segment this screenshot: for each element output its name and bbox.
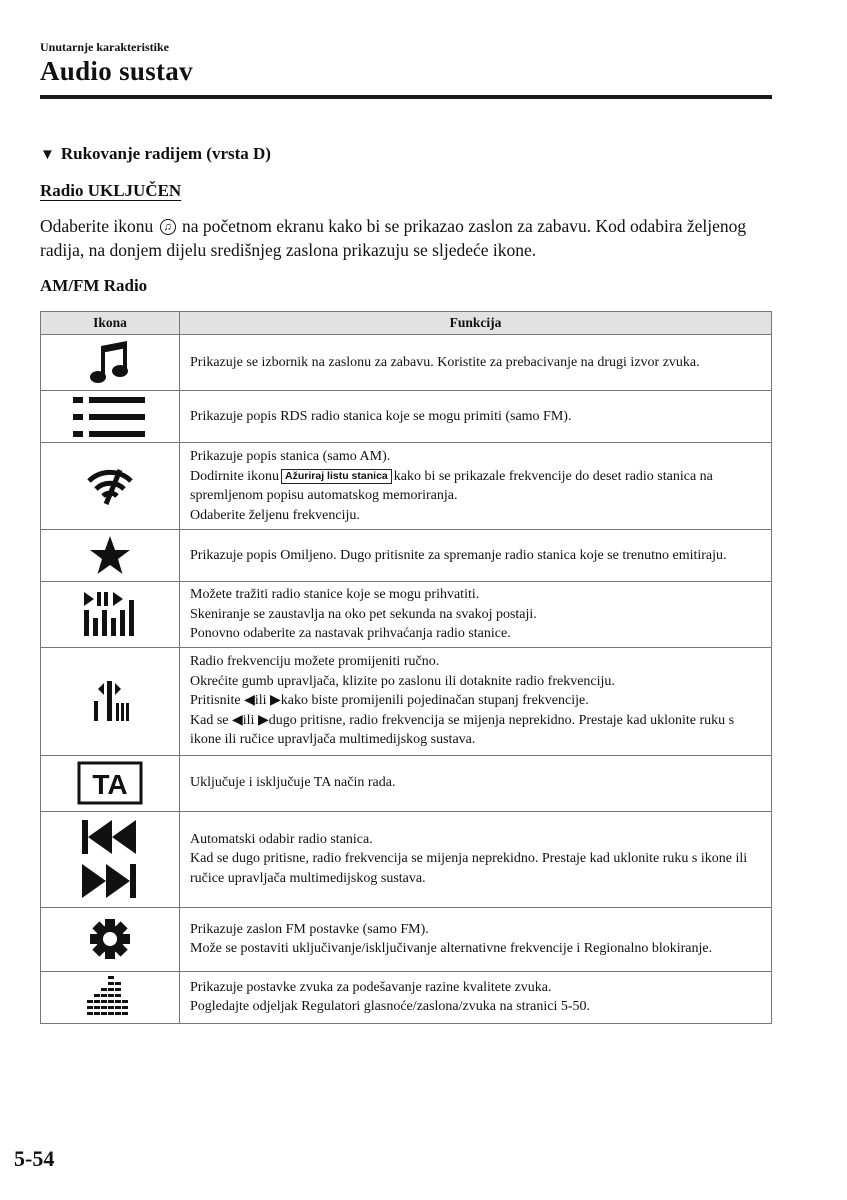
description-line: Može se postaviti uključivanje/isključivanje alternativne frekvencije i Regionalno blokiranje.: [190, 941, 713, 956]
table-row: [41, 907, 772, 971]
row-description: Radio frekvenciju možete promijeniti ručno. Okrećite gumb upravljača, klizite po zaslonu ili dotaknite radio frekvenciju. Pritisnite ◀ili ▶kako biste promijenili pojedinačan stupanj frekvencije. Kad se ◀ili ▶dugo pritisne, radio frekvencija se mijenja neprekidno. Prestaje kad uklonite ruku s ikone ili ručice upravljača multimedijskog sustava.: [180, 647, 772, 755]
description-line: Okrećite gumb upravljača, klizite po zaslonu ili dotaknite radio frekvenciju.: [190, 673, 615, 689]
row-description: [180, 443, 772, 530]
table-header-row: [41, 312, 772, 335]
music-note-icon: [41, 335, 180, 391]
right-arrow-icon: ▶: [257, 712, 269, 728]
seek-forward-icon: [82, 864, 138, 898]
table-row: [41, 811, 772, 907]
left-arrow-icon: ◀: [232, 712, 243, 728]
description-line: Prikazuje popis stanica (samo AM).: [190, 449, 391, 464]
row-description: [180, 811, 772, 907]
am-station-list-icon: [41, 443, 180, 530]
row-description: [180, 582, 772, 648]
scan-icon: [41, 582, 180, 648]
description-line: Prikazuje postavke zvuka za podešavanje razine kvalitete zvuka.: [190, 979, 552, 995]
description-line: Automatski odabir radio stanica.: [190, 831, 373, 847]
subsection-heading: [40, 144, 271, 164]
table-row: [41, 755, 772, 811]
radio-on-heading: Radio UKLJUČEN: [40, 181, 182, 200]
description-line: Prikazuje zaslon FM postavke (samo FM).: [190, 921, 429, 937]
row-description: Prikazuje popis Omiljeno. Dugo pritisnite za spremanje radio stanica koje se trenutno emitiraju.: [180, 530, 772, 582]
table-row: [41, 647, 772, 755]
description-line: Pogledajte odjeljak Regulatori glasnoće/zaslona/zvuka na stranici 5-50.: [190, 999, 591, 1014]
right-arrow-icon: ▶: [270, 693, 281, 709]
ta-icon: [41, 755, 180, 811]
seek-back-icon: [82, 820, 138, 854]
list-icon: [41, 391, 180, 443]
row-description: [180, 971, 772, 1023]
subsection-title: Rukovanje radijem (vrsta D): [60, 144, 271, 163]
music-note-icon: ♫: [160, 219, 176, 235]
section-label: Unutarnje karakteristike: [40, 40, 169, 54]
description-line: Kad se dugo pritisne, radio frekvencija se mijenja neprekidno. Prestaje kad uklonite ruku s ikone ili ručice upravljača multimedijskog sustava.: [190, 851, 748, 886]
page-number: 5-54: [14, 1146, 55, 1171]
icon-function-table: [40, 311, 772, 1024]
manual-tune-icon: [41, 647, 180, 755]
row-description: [180, 907, 772, 971]
intro-paragraph: [40, 214, 775, 262]
description-text: kako bi se prikazale frekvencije do deset radio stanica na spremljenom popisu automatskog memoriranja.: [190, 468, 713, 503]
row-description: Prikazuje se izbornik na zaslonu za zabavu. Koristite za prebacivanje na drugi izvor zvuka.: [180, 335, 772, 391]
table-row: [41, 391, 772, 443]
amfm-heading: AM/FM Radio: [40, 276, 148, 295]
description-line: Ponovno odaberite za nastavak prihvaćanja radio stanice.: [190, 626, 511, 641]
svg-text:TA: TA: [92, 769, 128, 800]
row-description: Uključuje i isključuje TA način rada.: [180, 755, 772, 811]
description-line: Skeniranje se zaustavlja na oko pet sekunda na svakoj postaji.: [190, 606, 537, 622]
star-icon: [41, 530, 180, 582]
description-line: Odaberite željenu frekvenciju.: [190, 507, 360, 523]
table-row: [41, 971, 772, 1023]
intro-text-before: Odaberite ikonu: [40, 216, 154, 236]
header-icon: Ikona: [41, 312, 180, 335]
description-line: Radio frekvenciju možete promijeniti ručno.: [190, 654, 440, 670]
table-row: [41, 443, 772, 530]
page-title: Audio sustav: [40, 56, 193, 86]
row-description: Prikazuje popis RDS radio stanica koje se mogu primiti (samo FM).: [180, 391, 772, 443]
description-line: Pritisnite ◀ili ▶kako biste promijenili pojedinačan stupanj frekvencije.: [190, 693, 589, 709]
description-line: Možete tražiti radio stanice koje se mogu prihvatiti.: [190, 587, 480, 602]
table-row: [41, 530, 772, 582]
left-arrow-icon: ◀: [244, 693, 255, 709]
intro-text-after: na početnom ekranu kako bi se prikazao zaslon za zabavu. Kod odabira željenog radija, na donjem dijelu središnjeg zaslona prikazuju se sljedeće ikone.: [40, 216, 747, 260]
gear-icon: [41, 907, 180, 971]
table-row: [41, 582, 772, 648]
sound-settings-icon: [41, 971, 180, 1023]
update-station-list-button: Ažuriraj listu stanica: [281, 469, 392, 484]
triangle-marker-icon: ▼: [40, 147, 55, 163]
table-row: [41, 335, 772, 391]
title-rule: [40, 95, 772, 99]
description-text: Dodirnite ikonu: [190, 468, 280, 484]
header-function: Funkcija: [180, 312, 772, 335]
